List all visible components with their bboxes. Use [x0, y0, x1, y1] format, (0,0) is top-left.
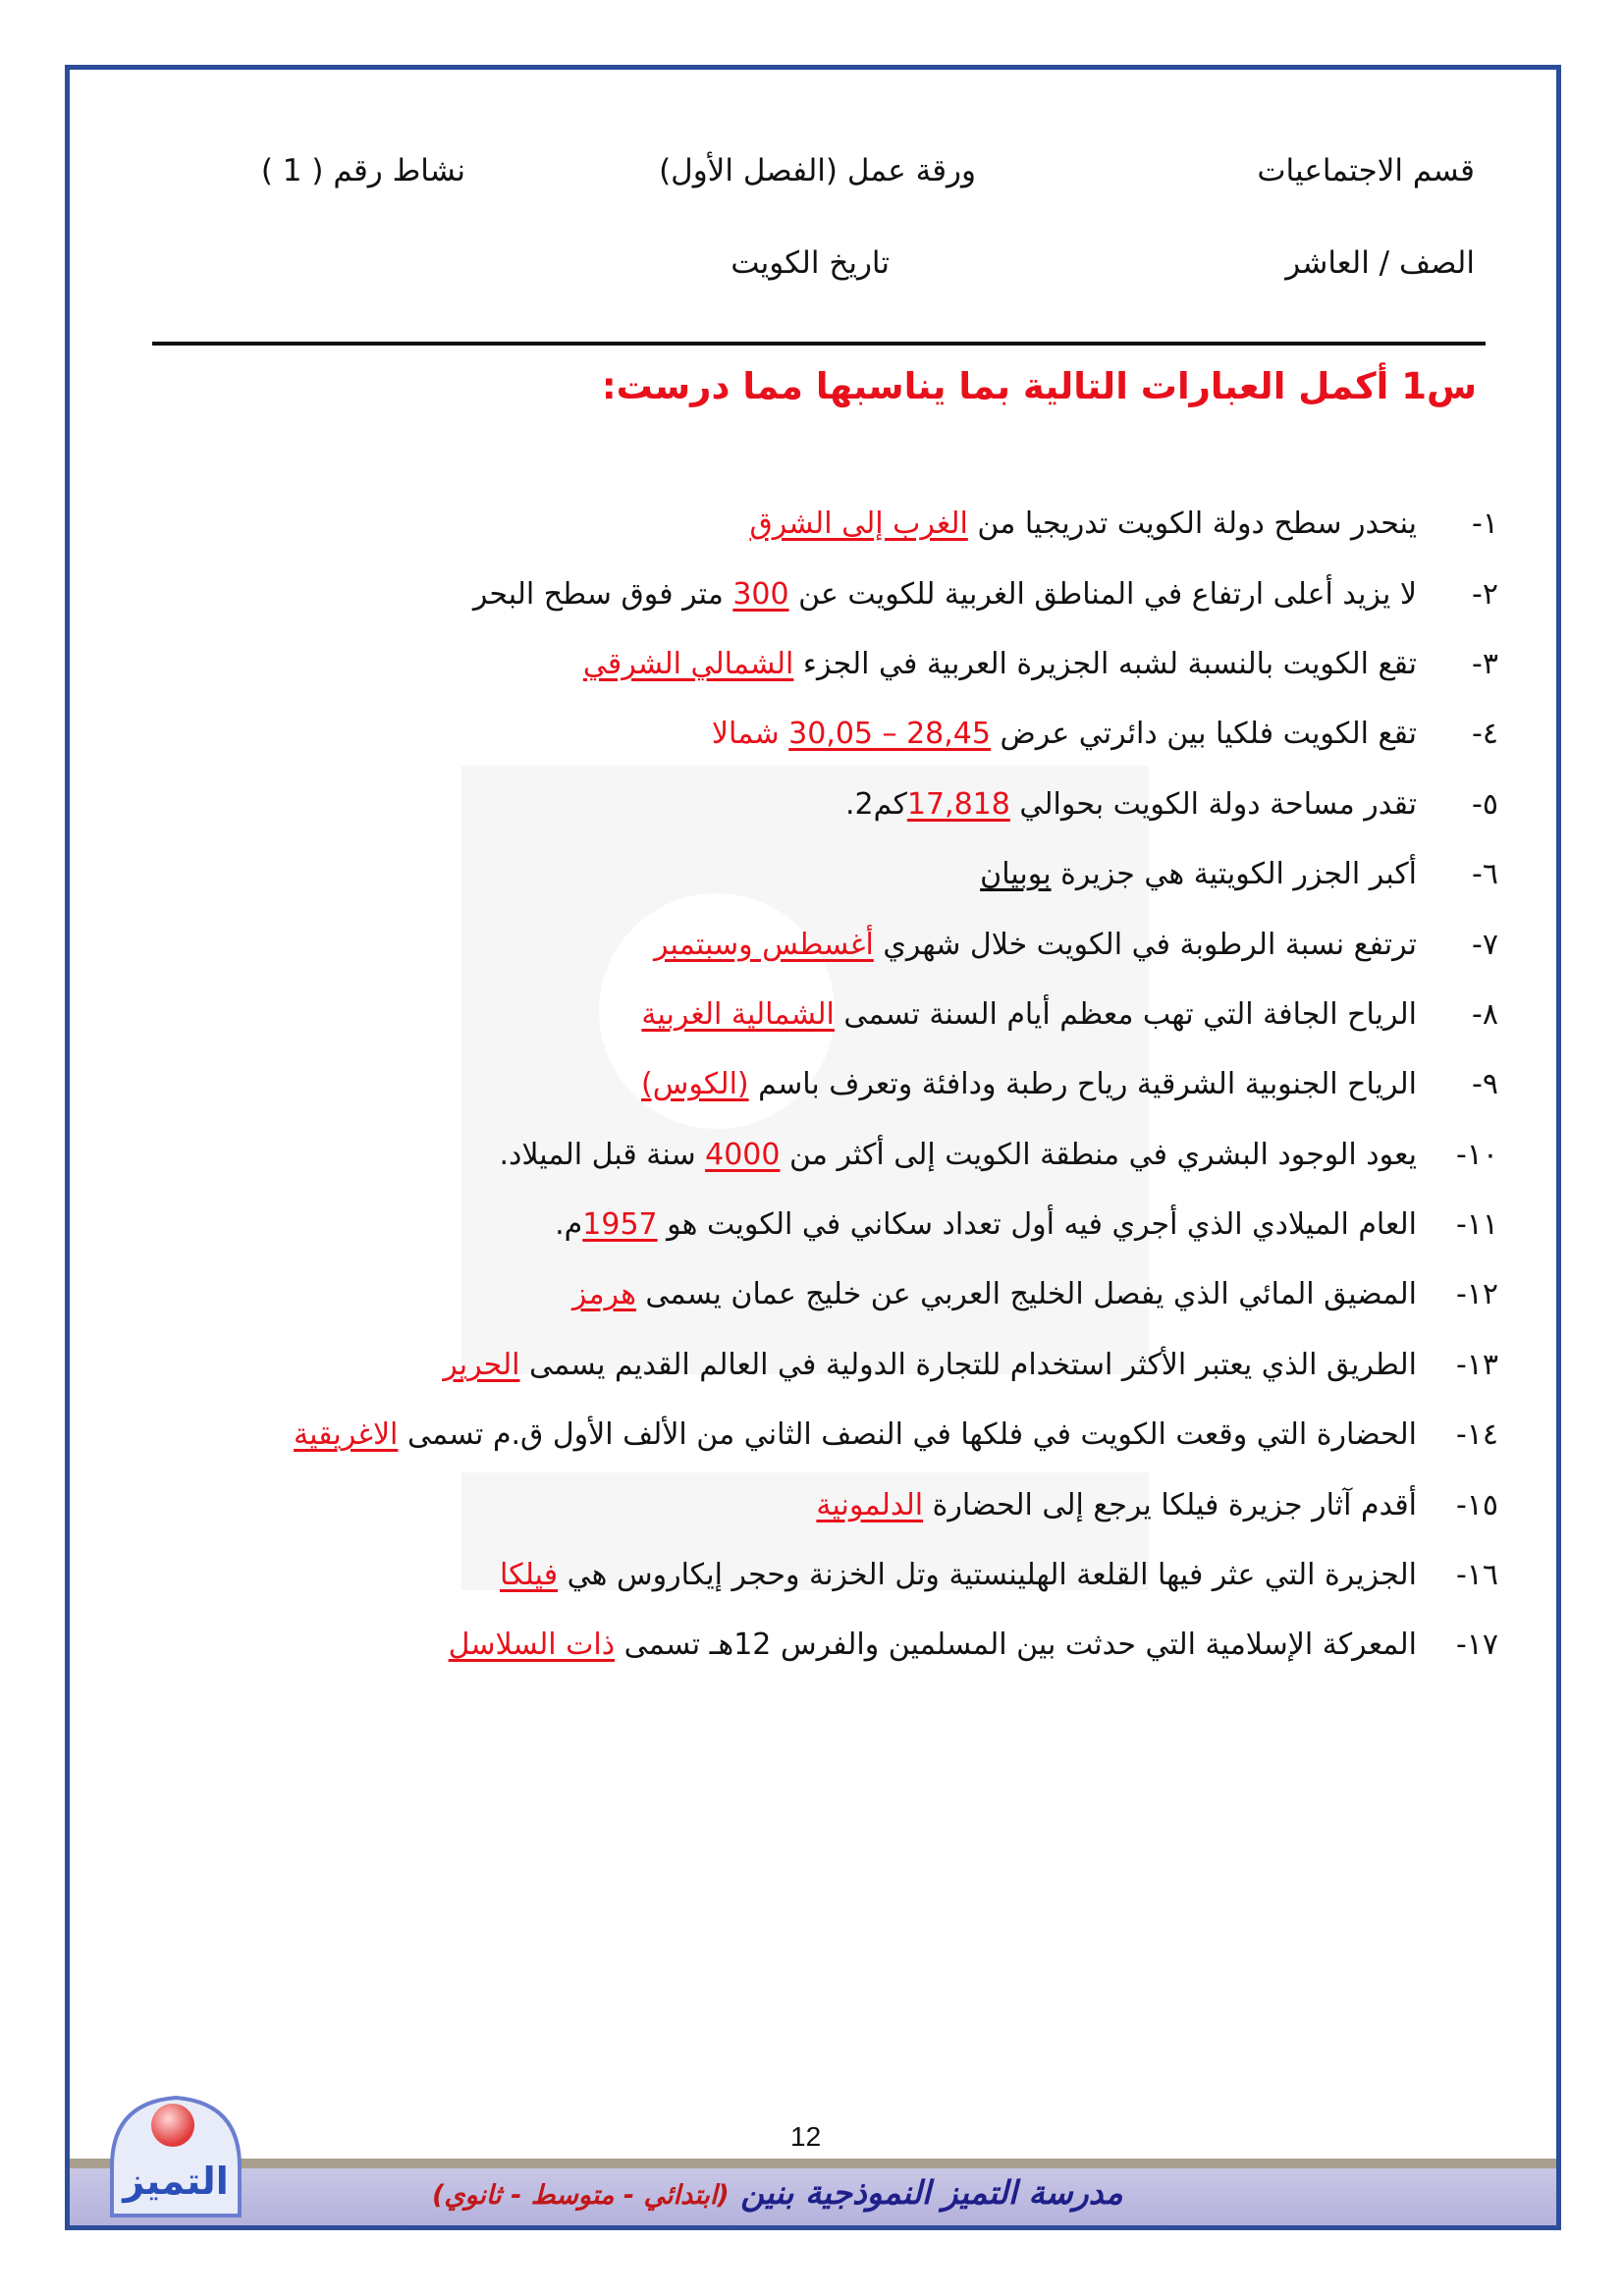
item-answer: الغرب إلى الشرق — [749, 507, 968, 542]
item-number: ١٣- — [1455, 1347, 1498, 1382]
item-number: ١٤- — [1455, 1417, 1498, 1453]
list-item — [124, 489, 1498, 559]
list-item — [124, 699, 1498, 769]
logo-text: التميز — [123, 2160, 229, 2203]
list-item — [124, 1610, 1498, 1680]
item-number: ٦- — [1472, 857, 1498, 892]
item-number: ٥- — [1472, 786, 1498, 822]
list-item — [124, 559, 1498, 628]
list-item — [124, 1469, 1498, 1539]
item-text-after: متر فوق سطح البحر — [472, 576, 733, 612]
item-answer: 28,45 – 30,05 — [788, 717, 991, 752]
item-answer: 4000 — [705, 1137, 781, 1172]
list-item — [124, 839, 1498, 909]
item-number: ١٥- — [1455, 1487, 1498, 1522]
worksheet-label: ورقة عمل (الفصل الأول) — [659, 153, 976, 188]
item-answer: 300 — [732, 576, 789, 612]
item-text-after: كم2. — [844, 786, 907, 822]
item-answer: 1957 — [582, 1207, 658, 1243]
item-number: ٣- — [1472, 646, 1498, 681]
item-text: أقدم آثار جزيرة فيلكا يرجع إلى الحضارة — [923, 1487, 1417, 1522]
item-answer: الشمالية الغربية — [641, 996, 835, 1032]
item-number: ١٦- — [1455, 1558, 1498, 1593]
list-item — [124, 1400, 1498, 1469]
item-number: ٩- — [1472, 1067, 1498, 1102]
item-number: ١٧- — [1455, 1628, 1498, 1663]
item-number: ١٠- — [1455, 1137, 1498, 1172]
item-answer: الدلمونية — [816, 1487, 924, 1522]
item-answer: 17,818 — [906, 786, 1010, 822]
item-number: ٤- — [1472, 717, 1498, 752]
item-answer: ذات السلاسل — [448, 1628, 616, 1663]
item-text: ينحدر سطح دولة الكويت تدريجيا من — [967, 507, 1417, 542]
list-item — [124, 770, 1498, 839]
item-answer: هرمز — [571, 1277, 636, 1312]
list-item — [124, 629, 1498, 699]
footer-divider — [70, 2159, 1556, 2168]
item-text: أكبر الجزر الكويتية هي جزيرة — [1051, 857, 1417, 892]
item-answer: أغسطس وسبتمبر — [653, 927, 874, 962]
footer-levels: (ابتدائي - متوسط - ثانوي) — [432, 2180, 730, 2211]
item-text: يعود الوجود البشري في منطقة الكويت إلى أكثر من — [780, 1137, 1417, 1172]
subject-label: تاريخ الكويت — [731, 245, 890, 281]
item-text: العام الميلادي الذي أجري فيه أول تعداد سكاني في الكويت هو — [657, 1207, 1417, 1243]
footer-school-name — [432, 2173, 1123, 2212]
item-answer: الشمالي الشرقي — [582, 646, 794, 681]
list-item — [124, 1540, 1498, 1610]
item-answer: (الكوس) — [641, 1067, 749, 1102]
item-answer: الاغريقية — [294, 1417, 399, 1453]
item-number: ٢- — [1472, 576, 1498, 612]
item-text: لا يزيد أعلى ارتفاع في المناطق الغربية للكويت عن — [788, 576, 1417, 612]
item-number: ٧- — [1472, 927, 1498, 962]
header-divider — [152, 342, 1486, 346]
item-text: المعركة الإسلامية التي حدثت بين المسلمين والفرس 12هـ تسمى — [615, 1628, 1417, 1663]
item-text: المضيق المائي الذي يفصل الخليج العربي عن خليج عمان يسمى — [635, 1277, 1417, 1312]
grade-label: الصف / العاشر — [1285, 245, 1475, 281]
activity-label: نشاط رقم ( 1 ) — [260, 153, 465, 188]
item-text-after: سنة قبل الميلاد. — [499, 1137, 706, 1172]
item-text: الطريق الذي يعتبر الأكثر استخدام للتجارة الدولية في العالم القديم يسمى — [519, 1347, 1417, 1382]
school-logo-icon — [102, 2078, 249, 2225]
item-text-after: شمالا — [711, 717, 789, 752]
item-number: ١١- — [1455, 1207, 1498, 1243]
item-answer: الحرير — [443, 1347, 520, 1382]
item-text: تقع الكويت فلكيا بين دائرتي عرض — [990, 717, 1417, 752]
item-number: ١٢- — [1455, 1277, 1498, 1312]
item-text: ترتفع نسبة الرطوبة في الكويت خلال شهري — [873, 927, 1417, 962]
item-text-after: م. — [555, 1207, 583, 1243]
list-item — [124, 980, 1498, 1049]
item-number: ٨- — [1472, 996, 1498, 1032]
item-text: الجزيرة التي عثر فيها القلعة الهلينستية وتل الخزنة وحجر إيكاروس هي — [558, 1558, 1417, 1593]
item-answer: فيلكا — [500, 1558, 559, 1593]
question-title: س1 أكمل العبارات التالية بما يناسبها مما درست: — [601, 365, 1477, 407]
list-item — [124, 1049, 1498, 1119]
list-item — [124, 1120, 1498, 1190]
page-number: 12 — [790, 2121, 822, 2152]
item-text: تقدر مساحة دولة الكويت بحوالي — [1009, 786, 1417, 822]
item-text: الحضارة التي وقعت الكويت في فلكها في النصف الثاني من الألف الأول ق.م تسمى — [398, 1417, 1417, 1453]
item-answer: بوبيان — [980, 857, 1052, 892]
item-number: ١- — [1472, 507, 1498, 542]
list-item — [124, 1330, 1498, 1400]
item-text: الرياح الجافة التي تهب معظم أيام السنة تسمى — [834, 996, 1417, 1032]
question-list — [124, 489, 1498, 1681]
item-text: الرياح الجنوبية الشرقية رياح رطبة ودافئة وتعرف باسم — [748, 1067, 1417, 1102]
footer-school: مدرسة التميز النموذجية بنين — [740, 2173, 1123, 2212]
list-item — [124, 1259, 1498, 1329]
list-item — [124, 909, 1498, 979]
item-text: تقع الكويت بالنسبة لشبه الجزيرة العربية في الجزء — [793, 646, 1417, 681]
department-label: قسم الاجتماعيات — [1257, 153, 1475, 188]
list-item — [124, 1190, 1498, 1259]
